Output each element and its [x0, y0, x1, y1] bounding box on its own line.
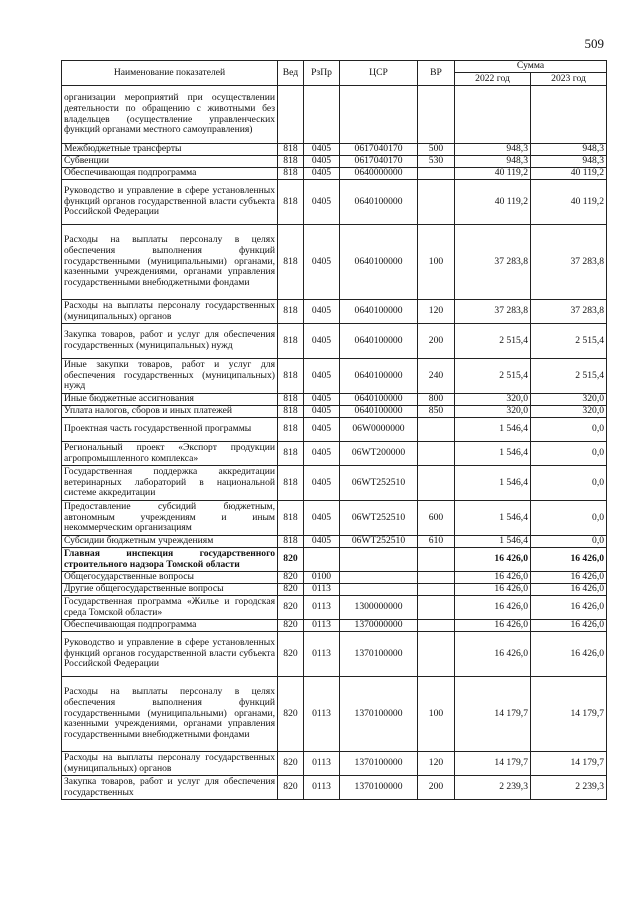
cell-csr: 0640100000 — [340, 324, 418, 359]
table-row — [62, 168, 607, 180]
cell-name: Уплата налогов, сборов и иных платежей — [62, 406, 278, 418]
cell-ved: 818 — [278, 406, 304, 418]
cell-csr — [340, 572, 418, 584]
cell-y2023: 0,0 — [531, 466, 607, 501]
table-row — [62, 359, 607, 394]
header-sum: Сумма — [455, 61, 607, 73]
cell-vr — [418, 180, 455, 225]
cell-vr — [418, 620, 455, 632]
cell-csr — [340, 548, 418, 572]
table-row — [62, 572, 607, 584]
table-row — [62, 596, 607, 620]
cell-vr — [418, 442, 455, 466]
cell-y2022: 1 546,4 — [455, 536, 531, 548]
cell-ved: 820 — [278, 572, 304, 584]
cell-y2023: 37 283,8 — [531, 225, 607, 300]
table-row — [62, 752, 607, 776]
table-row — [62, 156, 607, 168]
cell-csr: 1370000000 — [340, 620, 418, 632]
cell-vr: 800 — [418, 394, 455, 406]
cell-y2022: 1 546,4 — [455, 442, 531, 466]
cell-name: Межбюджетные трансферты — [62, 144, 278, 156]
cell-y2022: 16 426,0 — [455, 584, 531, 596]
cell-y2023: 16 426,0 — [531, 596, 607, 620]
cell-rzpr: 0113 — [304, 752, 340, 776]
cell-vr — [418, 168, 455, 180]
cell-y2022: 320,0 — [455, 406, 531, 418]
cell-rzpr: 0113 — [304, 677, 340, 752]
table-row — [62, 144, 607, 156]
cell-name: Обеспечивающая подпрограмма — [62, 168, 278, 180]
cell-y2023: 2 515,4 — [531, 359, 607, 394]
header-ved: Вед — [278, 61, 304, 86]
table-row — [62, 406, 607, 418]
cell-vr: 850 — [418, 406, 455, 418]
cell-rzpr: 0405 — [304, 418, 340, 442]
header-rzpr: РзПр — [304, 61, 340, 86]
cell-rzpr: 0405 — [304, 156, 340, 168]
cell-name: Государственная поддержка аккредитации ветеринарных лабораторий в национальной системе аккредитации — [62, 466, 278, 501]
cell-y2023: 0,0 — [531, 501, 607, 536]
cell-name: Главная инспекция государственного строительного надзора Томской области — [62, 548, 278, 572]
cell-name: Субсидии бюджетным учреждениям — [62, 536, 278, 548]
cell-csr: 1370100000 — [340, 776, 418, 800]
cell-name: Закупка товаров, работ и услуг для обеспечения государственных — [62, 776, 278, 800]
cell-ved: 818 — [278, 359, 304, 394]
cell-vr — [418, 86, 455, 144]
header-2023: 2023 год — [531, 73, 607, 86]
cell-ved: 818 — [278, 225, 304, 300]
cell-csr: 06WT252510 — [340, 501, 418, 536]
cell-y2022: 37 283,8 — [455, 300, 531, 324]
cell-y2022: 1 546,4 — [455, 466, 531, 501]
cell-vr — [418, 548, 455, 572]
table-row — [62, 418, 607, 442]
cell-y2023: 0,0 — [531, 442, 607, 466]
cell-y2023 — [531, 86, 607, 144]
cell-name: Расходы на выплаты персоналу государственных (муниципальных) органов — [62, 300, 278, 324]
cell-vr — [418, 572, 455, 584]
cell-csr: 06WT200000 — [340, 442, 418, 466]
cell-csr: 0617040170 — [340, 156, 418, 168]
cell-vr: 120 — [418, 752, 455, 776]
cell-csr: 0640100000 — [340, 225, 418, 300]
table-row — [62, 466, 607, 501]
cell-y2022: 16 426,0 — [455, 596, 531, 620]
table-row — [62, 501, 607, 536]
cell-name: Субвенции — [62, 156, 278, 168]
cell-rzpr: 0405 — [304, 324, 340, 359]
cell-y2022: 320,0 — [455, 394, 531, 406]
cell-name: Предоставление субсидий бюджетным, автономным учреждениям и иным некоммерческим организациям — [62, 501, 278, 536]
cell-csr: 06WT252510 — [340, 536, 418, 548]
cell-name: Расходы на выплаты персоналу в целях обеспечения выполнения функций государственными (муниципальными) органами, казенными учреждениями, органами управления государственными внебюджетными фондами — [62, 225, 278, 300]
cell-y2022: 16 426,0 — [455, 632, 531, 677]
table-row — [62, 324, 607, 359]
cell-y2022: 16 426,0 — [455, 548, 531, 572]
table-row — [62, 677, 607, 752]
cell-vr: 240 — [418, 359, 455, 394]
cell-vr — [418, 632, 455, 677]
cell-y2022 — [455, 86, 531, 144]
cell-y2022: 14 179,7 — [455, 752, 531, 776]
cell-vr: 100 — [418, 677, 455, 752]
cell-y2023: 16 426,0 — [531, 584, 607, 596]
cell-rzpr — [304, 86, 340, 144]
cell-rzpr: 0405 — [304, 536, 340, 548]
table-row — [62, 548, 607, 572]
cell-y2022: 40 119,2 — [455, 168, 531, 180]
cell-rzpr: 0405 — [304, 501, 340, 536]
cell-rzpr: 0405 — [304, 394, 340, 406]
cell-ved: 818 — [278, 442, 304, 466]
table-body — [62, 86, 607, 800]
cell-ved: 818 — [278, 418, 304, 442]
cell-name: Региональный проект «Экспорт продукции агропромышленного комплекса» — [62, 442, 278, 466]
cell-csr: 1370100000 — [340, 752, 418, 776]
cell-csr: 0640100000 — [340, 406, 418, 418]
cell-y2022: 40 119,2 — [455, 180, 531, 225]
table-row — [62, 536, 607, 548]
cell-y2022: 2 239,3 — [455, 776, 531, 800]
table-row — [62, 300, 607, 324]
cell-csr: 1370100000 — [340, 632, 418, 677]
cell-y2023: 320,0 — [531, 406, 607, 418]
cell-y2023: 0,0 — [531, 418, 607, 442]
cell-vr — [418, 584, 455, 596]
cell-y2023: 320,0 — [531, 394, 607, 406]
cell-ved: 818 — [278, 156, 304, 168]
cell-y2022: 14 179,7 — [455, 677, 531, 752]
cell-ved: 818 — [278, 180, 304, 225]
cell-y2023: 37 283,8 — [531, 300, 607, 324]
cell-vr: 200 — [418, 776, 455, 800]
cell-name: организации мероприятий при осуществлении деятельности по обращению с животными без владельцев (осуществление управленческих функций органами местного самоуправления) — [62, 86, 278, 144]
cell-csr: 06WT252510 — [340, 466, 418, 501]
cell-csr: 0617040170 — [340, 144, 418, 156]
cell-csr — [340, 584, 418, 596]
cell-vr — [418, 596, 455, 620]
cell-csr: 0640100000 — [340, 394, 418, 406]
cell-rzpr: 0113 — [304, 776, 340, 800]
cell-ved: 818 — [278, 536, 304, 548]
cell-name: Другие общегосударственные вопросы — [62, 584, 278, 596]
cell-vr: 600 — [418, 501, 455, 536]
header-vr: ВР — [418, 61, 455, 86]
cell-ved: 820 — [278, 776, 304, 800]
table-row — [62, 442, 607, 466]
cell-csr: 0640000000 — [340, 168, 418, 180]
budget-table — [61, 60, 607, 800]
cell-ved: 818 — [278, 501, 304, 536]
cell-name: Обеспечивающая подпрограмма — [62, 620, 278, 632]
cell-ved: 820 — [278, 596, 304, 620]
table-row — [62, 180, 607, 225]
cell-y2023: 948,3 — [531, 156, 607, 168]
cell-csr — [340, 86, 418, 144]
cell-y2023: 40 119,2 — [531, 168, 607, 180]
cell-ved: 818 — [278, 144, 304, 156]
cell-y2022: 1 546,4 — [455, 418, 531, 442]
cell-name: Проектная часть государственной программы — [62, 418, 278, 442]
cell-y2023: 16 426,0 — [531, 548, 607, 572]
cell-ved: 818 — [278, 466, 304, 501]
table-row — [62, 632, 607, 677]
cell-rzpr: 0113 — [304, 596, 340, 620]
header-2022: 2022 год — [455, 73, 531, 86]
cell-vr — [418, 418, 455, 442]
header-name: Наименование показателей — [62, 61, 278, 86]
cell-y2023: 2 515,4 — [531, 324, 607, 359]
cell-rzpr — [304, 548, 340, 572]
cell-y2022: 16 426,0 — [455, 620, 531, 632]
cell-rzpr: 0405 — [304, 466, 340, 501]
cell-ved: 820 — [278, 620, 304, 632]
cell-ved: 818 — [278, 300, 304, 324]
cell-y2022: 37 283,8 — [455, 225, 531, 300]
cell-y2023: 2 239,3 — [531, 776, 607, 800]
table-row — [62, 86, 607, 144]
cell-y2023: 948,3 — [531, 144, 607, 156]
cell-vr — [418, 466, 455, 501]
table-row — [62, 776, 607, 800]
cell-csr: 06W0000000 — [340, 418, 418, 442]
cell-y2023: 0,0 — [531, 536, 607, 548]
cell-vr: 610 — [418, 536, 455, 548]
cell-y2023: 40 119,2 — [531, 180, 607, 225]
header-csr: ЦСР — [340, 61, 418, 86]
cell-ved: 818 — [278, 168, 304, 180]
cell-name: Государственная программа «Жилье и городская среда Томской области» — [62, 596, 278, 620]
cell-csr: 0640100000 — [340, 359, 418, 394]
cell-vr: 530 — [418, 156, 455, 168]
cell-name: Руководство и управление в сфере установленных функций органов государственной власти субъекта Российской Федерации — [62, 632, 278, 677]
page-number: 509 — [584, 36, 604, 51]
cell-y2022: 1 546,4 — [455, 501, 531, 536]
cell-ved: 820 — [278, 677, 304, 752]
cell-y2022: 16 426,0 — [455, 572, 531, 584]
cell-csr: 1370100000 — [340, 677, 418, 752]
cell-vr: 200 — [418, 324, 455, 359]
cell-name: Расходы на выплаты персоналу в целях обеспечения выполнения функций государственными (муниципальными) органами, казенными учреждениями, органами управления государственными внебюджетными фондами — [62, 677, 278, 752]
cell-rzpr: 0113 — [304, 584, 340, 596]
cell-rzpr: 0405 — [304, 180, 340, 225]
cell-rzpr: 0113 — [304, 620, 340, 632]
cell-ved: 820 — [278, 548, 304, 572]
cell-csr: 1300000000 — [340, 596, 418, 620]
table-row — [62, 584, 607, 596]
cell-ved: 820 — [278, 584, 304, 596]
cell-rzpr: 0405 — [304, 359, 340, 394]
table-row — [62, 394, 607, 406]
cell-ved: 818 — [278, 394, 304, 406]
cell-name: Закупка товаров, работ и услуг для обеспечения государственных (муниципальных) нужд — [62, 324, 278, 359]
cell-rzpr: 0405 — [304, 144, 340, 156]
cell-y2023: 16 426,0 — [531, 632, 607, 677]
cell-rzpr: 0405 — [304, 168, 340, 180]
cell-rzpr: 0405 — [304, 300, 340, 324]
cell-ved — [278, 86, 304, 144]
cell-y2023: 14 179,7 — [531, 752, 607, 776]
cell-rzpr: 0405 — [304, 442, 340, 466]
cell-vr: 120 — [418, 300, 455, 324]
cell-y2022: 2 515,4 — [455, 324, 531, 359]
cell-y2023: 16 426,0 — [531, 620, 607, 632]
cell-csr: 0640100000 — [340, 300, 418, 324]
table-row — [62, 620, 607, 632]
cell-rzpr: 0405 — [304, 406, 340, 418]
cell-name: Общегосударственные вопросы — [62, 572, 278, 584]
cell-ved: 820 — [278, 632, 304, 677]
cell-rzpr: 0113 — [304, 632, 340, 677]
cell-y2023: 14 179,7 — [531, 677, 607, 752]
cell-csr: 0640100000 — [340, 180, 418, 225]
cell-y2022: 948,3 — [455, 156, 531, 168]
cell-rzpr: 0405 — [304, 225, 340, 300]
cell-name: Иные закупки товаров, работ и услуг для обеспечения государственных (муниципальных) нужд — [62, 359, 278, 394]
cell-y2023: 16 426,0 — [531, 572, 607, 584]
cell-y2022: 948,3 — [455, 144, 531, 156]
cell-name: Руководство и управление в сфере установленных функций органов государственной власти субъекта Российской Федерации — [62, 180, 278, 225]
cell-name: Расходы на выплаты персоналу государственных (муниципальных) органов — [62, 752, 278, 776]
cell-name: Иные бюджетные ассигнования — [62, 394, 278, 406]
cell-rzpr: 0100 — [304, 572, 340, 584]
cell-vr: 100 — [418, 225, 455, 300]
cell-ved: 818 — [278, 324, 304, 359]
cell-vr: 500 — [418, 144, 455, 156]
cell-ved: 820 — [278, 752, 304, 776]
table-row — [62, 225, 607, 300]
cell-y2022: 2 515,4 — [455, 359, 531, 394]
